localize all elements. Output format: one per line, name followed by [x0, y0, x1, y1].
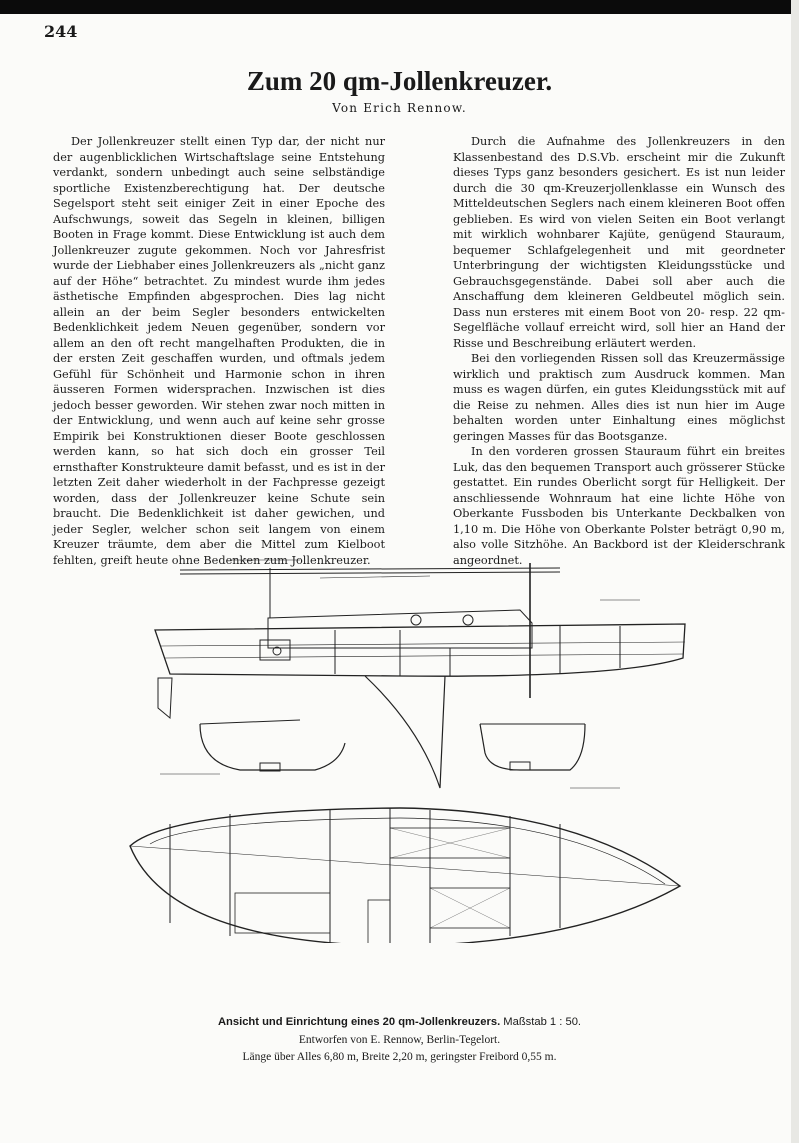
- article-title: Zum 20 qm-Jollenkreuzer.: [246, 66, 553, 96]
- left-text-column: [53, 134, 385, 568]
- page-top-border: [0, 0, 799, 14]
- right-text-column: [453, 134, 785, 568]
- plan-view: [130, 808, 680, 943]
- side-elevation: [155, 560, 685, 788]
- paragraph: Durch die Aufnahme des Jollenkreuzers in den Klassenbestand des D.S.Vb. erscheint mir die Zukunft dieses Typs ganz besonders gesichert. Es ist nun leider durch die 30 qm-Kreuzerjollenklasse ein Wunsch des Mitteldeutschen Seglers nach einem kleineren Boot offen geblieben. Es wird von vielen Seiten ein Boot verlangt mit wirklich wohnbarer Kajüte, genügend Stauraum, bequemer Schlafgelegenheit und mit geordneter Unterbringung der wichtigsten Kleidungsstücke und Gebrauchsgegenstände. Dabei soll aber auch die Anschaffung dem kleineren Geldbeutel möglich sein. Dass nun ersteres mit einem Boot von 20- resp. 22 qm-Segelfläche vollauf erreicht wird, soll hier an Hand der Risse und Beschreibung erläutert werden.: [453, 135, 785, 350]
- paragraph: Der Jollenkreuzer stellt einen Typ dar, der nicht nur der augenblicklichen Wirtschaftslage seine Entstehung verdankt, sondern unbedingt auch seine selbständige sportliche Existenzberechtigung hat. Der deutsche Segelsport steht seit einiger Zeit in einer Epoche des Aufschwungs, soweit das Segeln in kleinen, billigen Booten in Frage kommt. Diese Entwicklung ist auch dem Jollenkreuzer zugute gekommen. Noch vor Jahresfrist wurde der Liebhaber eines Jollenkreuzers als „nicht ganz auf der Höhe“ betrachtet. Zu mindest wurde ihm jedes ästhetische Empfinden abgesprochen. Dies lag nicht allein an der beim Segler besonders entwickelten Bedenklichkeit jedem Neuen gegenüber, sondern vor allem an den oft recht mangelhaften Produkten, die in der ersten Zeit geschaffen wurden, und oftmals jedem Gefühl für Schönheit und Harmonie schon in ihren äusseren Formen widersprachen. Inzwischen ist dies jedoch besser geworden. Wir stehen zwar noch mitten in der Entwicklung, und wenn auch auf keine sehr grosse Empirik bei Konstruktionen dieser Boote geschlossen werden kann, so hat sich doch ein grosser Teil ernsthafter Konstrukteure damit befasst, und es ist in der letzten Zeit daher wiederholt in der Fachpresse gezeigt worden, dass der Jollenkreuzer keine Schute sein braucht. Die Bedenklichkeit ist daher gewichen, und jeder Segler, welcher schon seit langem von einem Kreuzer träumte, dem aber die Mittel zum Kielboot fehlten, greift heute ohne Bedenken zum Jollenkreuzer.: [53, 135, 385, 567]
- caption-title: Ansicht und Einrichtung eines 20 qm-Jollenkreuzers.: [217, 1016, 501, 1028]
- figure-caption: [0, 1016, 799, 1028]
- page-number: 244: [44, 22, 78, 41]
- caption-scale: Maßstab 1 : 50.: [503, 1016, 582, 1028]
- paragraph: Bei den vorliegenden Rissen soll das Kreuzermässige wirklich und praktisch zum Ausdruck kommen. Man muss es wagen dürfen, ein gutes Kleidungsstück mit auf die Reise zu nehmen. Alles dies ist nun hier im Auge behalten worden unter Einhaltung eines möglichst geringen Masses für das Bootsganze.: [453, 352, 785, 443]
- paragraph: In den vorderen grossen Stauraum führt ein breites Luk, das den bequemen Transport auch grösserer Stücke gestattet. Ein rundes Oberlicht sorgt für Helligkeit. Der anschliessende Wohnraum hat eine lichte Höhe von Oberkante Fussboden bis Unterkante Deckbalken von 1,10 m. Die Höhe von Oberkante Polster beträgt 0,90 m, also volle Sitzhöhe. An Backbord ist der Kleiderschrank angeordnet.: [453, 445, 785, 567]
- page-right-edge: [791, 0, 799, 1143]
- figure-designer: Entworfen von E. Rennow, Berlin-Tegelort.: [298, 1034, 501, 1046]
- cross-sections: [160, 720, 620, 788]
- boat-plan-drawing: [100, 548, 725, 943]
- article-author: Von Erich Rennow.: [332, 101, 467, 115]
- figure-dimensions: Länge über Alles 6,80 m, Breite 2,20 m, geringster Freibord 0,55 m.: [242, 1051, 557, 1063]
